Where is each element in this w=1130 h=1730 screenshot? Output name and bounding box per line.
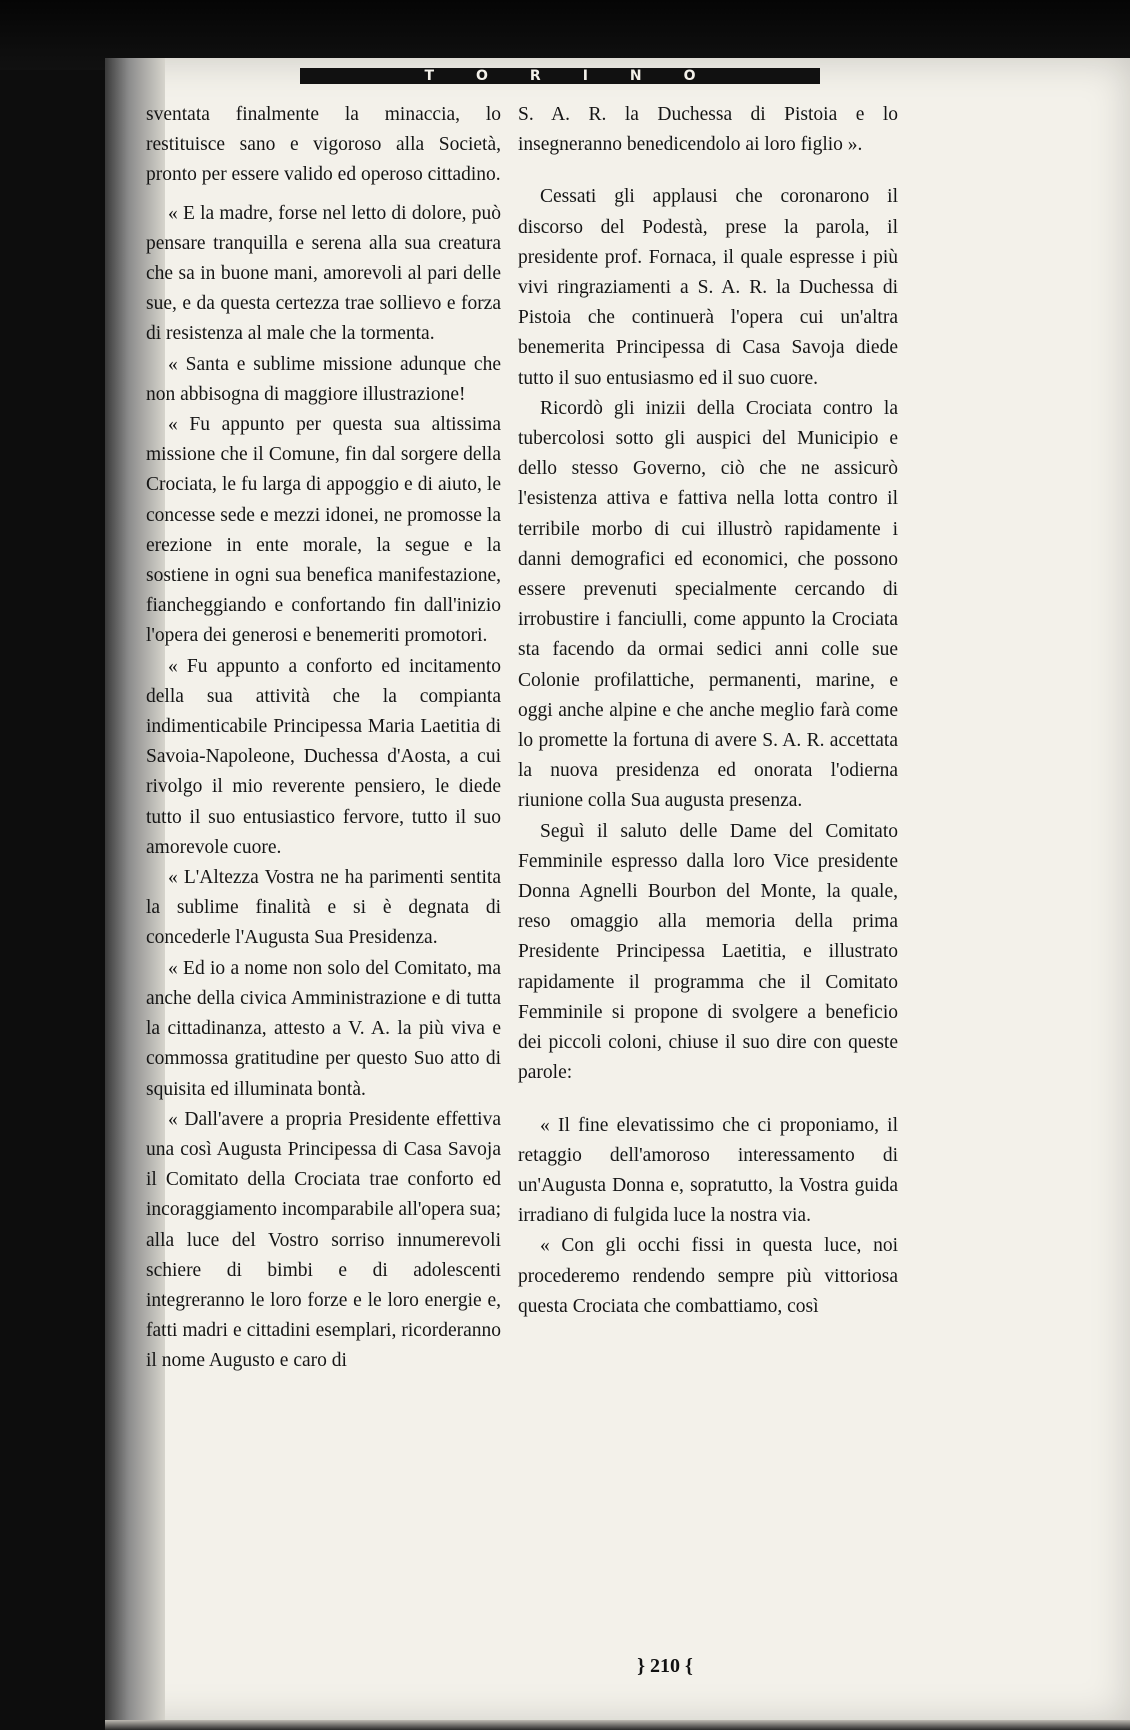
- paragraph: « Il fine elevatissimo che ci proponiamo, il retaggio dell'amoroso interessamento di un'Augusta Donna e, sopratutto, la Vostra guida irradiano di fulgida luce la nostra via.: [518, 1114, 898, 1227]
- paragraph: Seguì il saluto delle Dame del Comitato Femminile espresso dalla loro Vice presidente Donna Agnelli Bourbon del Monte, la quale, reso omaggio alla memoria della prima Presidente Principessa Laetitia, e illustrato rapidamente il programma che il Comitato Femminile si propone di svolgere a beneficio dei piccoli coloni, chiuse il suo dire con queste parole:: [518, 820, 898, 1084]
- running-header-title: TORINO: [424, 68, 738, 84]
- page-number: [625, 1655, 705, 1678]
- paragraph: « Ed io a nome non solo del Comitato, ma anche della civica Amministrazione e di tutta la cittadinanza, attesto a V. A. la più viva e commossa gratitudine per questo Suo atto di squisita ed illuminata bontà.: [146, 957, 501, 1100]
- paragraph: « Fu appunto per questa sua altissima missione che il Comune, fin dal sorgere della Crociata, le fu larga di appoggio e di aiuto, le concesse sede e mezzi idonei, ne promosse la erezione in ente morale, la segue e la sostiene in ogni sua benefica manifestazione, fiancheggiando e confortando fin dall'inizio l'opera dei generosi e benemeriti promotori.: [146, 414, 501, 647]
- page-number-value: 210: [650, 1655, 680, 1677]
- paragraph: « Fu appunto a conforto ed incitamento della sua attività che la compianta indimenticabile Principessa Maria Laetitia di Savoia-Napoleone, Duchessa d'Aosta, a cui rivolgo il mio reverente pensiero, le diede tutto il suo entusiastico fervore, tutto il suo amorevole cuore.: [146, 655, 501, 858]
- paragraph: « Dall'avere a propria Presidente effettiva una così Augusta Principessa di Casa Savoja il Comitato della Crociata trae conforto ed incoraggiamento incomparabile all'opera sua; alla luce del Vostro sorriso innumerevoli schiere di bimbi e di adolescenti integreranno le loro forze e le loro energie e, fatti madri e cittadini esemplari, ricorderanno il nome Augusto e caro di: [146, 1108, 501, 1372]
- paragraph: S. A. R. la Duchessa di Pistoia e lo insegneranno benedicendolo ai loro figlio ».: [518, 104, 898, 156]
- running-header: [300, 68, 820, 84]
- right-text-column: [518, 100, 898, 1322]
- paragraph: Cessati gli applausi che coronarono il discorso del Podestà, prese la parola, il presidente prof. Fornaca, il quale espresse i più vivi ringraziamenti a S. A. R. la Duchessa di Pistoia che continuerà l'opera cui un'altra benemerita Principessa di Casa Savoja diede tutto il suo entusiasmo ed il suo cuore.: [518, 186, 898, 389]
- folio-ornament-left: }: [637, 1655, 645, 1677]
- paragraph: « Santa e sublime missione adunque che non abbisogna di maggiore illustrazione!: [146, 353, 501, 405]
- paragraph: « L'Altezza Vostra ne ha parimenti sentita la sublime finalità e si è degnata di concederle l'Augusta Sua Presidenza.: [146, 867, 501, 949]
- paragraph: « E la madre, forse nel letto di dolore, può pensare tranquilla e serena alla sua creatura che sa in buone mani, amorevoli al pari delle sue, e da questa certezza trae sollievo e forza di resistenza al male che la tormenta.: [146, 202, 501, 345]
- folio-ornament-right: {: [685, 1655, 693, 1677]
- scan-bottom-edge: [105, 1720, 1130, 1730]
- paragraph: Ricordò gli inizii della Crociata contro la tubercolosi sotto gli auspici del Municipio e dello stesso Governo, ciò che ne assicurò l'esistenza attiva e fattiva nella lotta contro il terribile morbo di cui illustrò rapidamente i danni demografici ed economici, che possono essere prevenuti specialmente cercando di irrobustire i fanciulli, come appunto la Crociata sta facendo da ormai sedici anni colle sue Colonie profilattiche, permanenti, marine, e oggi anche alpine e che anche meglio farà come lo promette la fortuna di avere S. A. R. accettata la nuova presidenza ed onorata l'odierna riunione colla Sua augusta presenza.: [518, 397, 898, 812]
- paragraph: « Con gli occhi fissi in questa luce, noi procederemo rendendo sempre più vittoriosa questa Crociata che combattiamo, così: [518, 1235, 898, 1317]
- left-text-column: [146, 100, 501, 1377]
- paragraph: sventata finalmente la minaccia, lo restituisce sano e vigoroso alla Società, pronto per essere valido ed operoso cittadino.: [146, 104, 501, 186]
